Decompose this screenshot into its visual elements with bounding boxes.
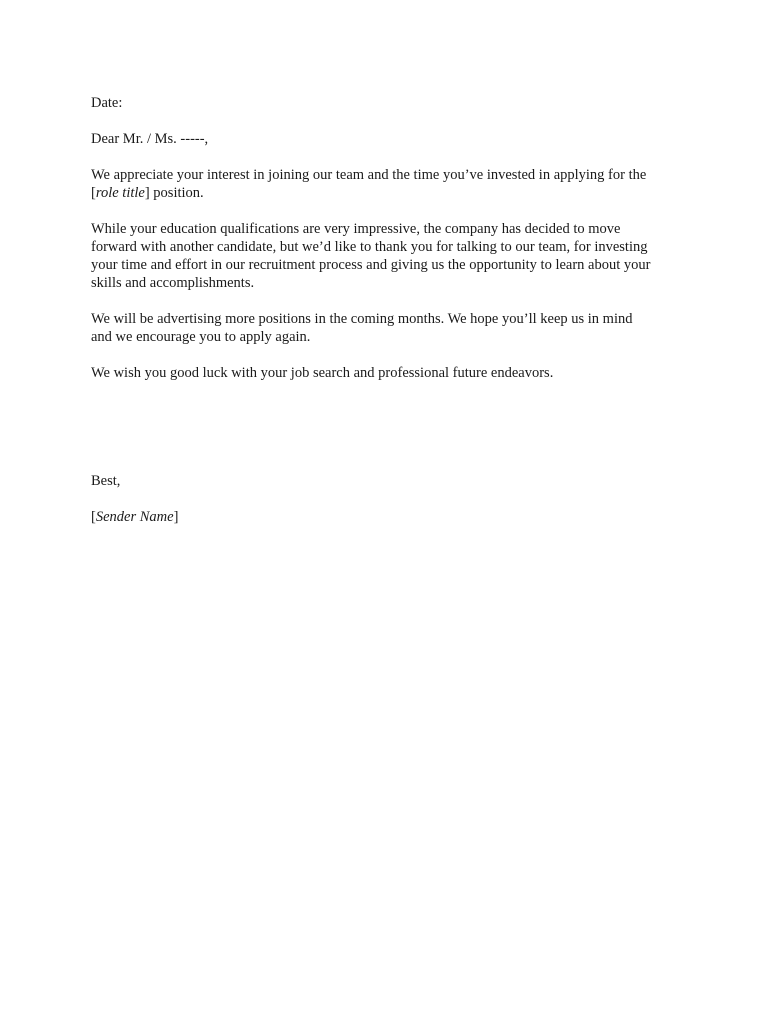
signature [91,508,691,526]
paragraph-future-line-1: We will be advertising more positions in the coming months. We hope you’ll keep us in mind [91,311,633,327]
paragraph-interest [91,166,691,202]
sender-name-placeholder: Sender Name [95,509,174,525]
paragraph-interest-line-2 [91,184,691,202]
paragraph-future-line-2: and we encourage you to apply again. [91,329,311,345]
closing [91,472,691,490]
paragraph-future [91,310,691,346]
date-text: Date: [91,95,123,111]
closing-text: Best, [91,473,121,489]
paragraph-decision [91,220,691,292]
paragraph-decision-line-1: While your education qualifications are very impressive, the company has decided to move [91,221,621,237]
paragraph-wish [91,364,691,382]
signature-bracket-close: ] [173,509,179,525]
salutation [91,130,691,148]
paragraph-decision-line-2: forward with another candidate, but we’d like to thank you for talking to our team, for investing [91,239,648,255]
paragraph-wish-line-1: We wish you good luck with your job search and professional future endeavors. [91,365,554,381]
paragraph-decision-line-3: your time and effort in our recruitment process and giving us the opportunity to learn about your [91,257,651,273]
bracket-open: [ [91,185,96,201]
bracket-close-position: ] position. [144,185,204,201]
date-label [91,94,691,112]
paragraph-decision-line-4: skills and accomplishments. [91,275,255,291]
paragraph-interest-line-1: We appreciate your interest in joining our team and the time you’ve invested in applying for the [91,167,647,183]
role-title-placeholder: role title [95,185,145,201]
signature-line [91,508,691,526]
signature-bracket-open: [ [91,509,96,525]
salutation-text: Dear Mr. / Ms. -----, [91,131,209,147]
